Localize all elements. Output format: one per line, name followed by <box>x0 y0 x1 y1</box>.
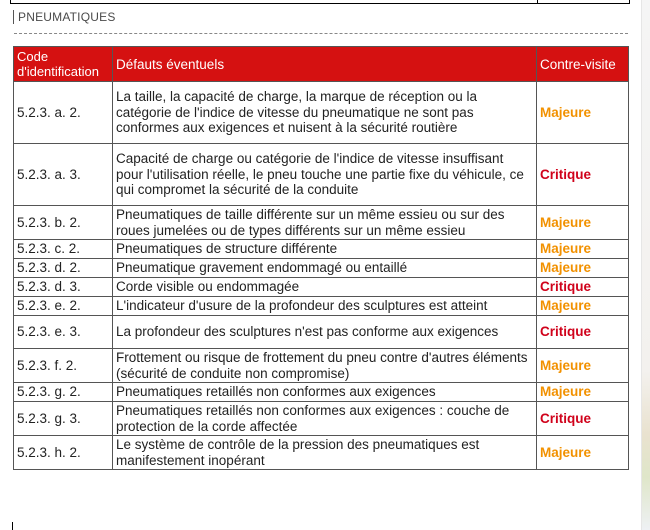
section-title: PNEUMATIQUES <box>13 10 116 24</box>
row-recheck-level: Majeure <box>537 349 629 383</box>
row-code: 5.2.3. d. 2. <box>14 259 113 278</box>
table-row <box>14 144 629 206</box>
row-defect: Pneumatiques de structure différente <box>113 240 537 259</box>
table-row <box>14 297 629 316</box>
header-code: Code d'identification <box>14 47 113 82</box>
defects-table <box>13 46 629 470</box>
row-defect: Frottement ou risque de frottement du pneu contre d'autres éléments (sécurité de conduite non compromise) <box>113 349 537 383</box>
row-code: 5.2.3. a. 2. <box>14 82 113 144</box>
row-code: 5.2.3. g. 2. <box>14 383 113 402</box>
row-defect: La taille, la capacité de charge, la marque de réception ou la catégorie de l'indice de vitesse du pneumatique ne sont pas conformes aux exigences et nuisent à la sécurité routière <box>113 82 537 144</box>
row-code: 5.2.3. f. 2. <box>14 349 113 383</box>
table-row <box>14 402 629 436</box>
row-recheck-level: Majeure <box>537 259 629 278</box>
row-defect: Pneumatique gravement endommagé ou entaillé <box>113 259 537 278</box>
row-code: 5.2.3. a. 3. <box>14 144 113 206</box>
row-code: 5.2.3. b. 2. <box>14 206 113 240</box>
table-row <box>14 436 629 470</box>
table-row <box>14 82 629 144</box>
table-row <box>14 383 629 402</box>
row-recheck-level: Critique <box>537 278 629 297</box>
header-recheck: Contre-visite <box>537 47 629 82</box>
table-row <box>14 278 629 297</box>
row-code: 5.2.3. h. 2. <box>14 436 113 470</box>
row-defect: Pneumatiques retaillés non conformes aux exigences : couche de protection de la corde affectée <box>113 402 537 436</box>
table-row <box>14 206 629 240</box>
row-defect: Le système de contrôle de la pression des pneumatiques est manifestement inopérant <box>113 436 537 470</box>
row-recheck-level: Critique <box>537 144 629 206</box>
header-defects: Défauts éventuels <box>113 47 537 82</box>
row-code: 5.2.3. d. 3. <box>14 278 113 297</box>
row-defect: Pneumatiques retaillés non conformes aux exigences <box>113 383 537 402</box>
row-defect: Corde visible ou endommagée <box>113 278 537 297</box>
row-defect: Pneumatiques de taille différente sur un même essieu ou sur des roues jumelées ou de types différents sur un même essieu <box>113 206 537 240</box>
row-recheck-level: Majeure <box>537 240 629 259</box>
table-row <box>14 349 629 383</box>
row-defect: Capacité de charge ou catégorie de l'indice de vitesse insuffisant pour l'utilisation réelle, le pneu touche une partie fixe du véhicule, ce qui compromet la sécurité de la conduite <box>113 144 537 206</box>
previous-table-column-divider <box>537 0 538 4</box>
table-header-row <box>14 47 629 82</box>
row-recheck-level: Majeure <box>537 82 629 144</box>
row-recheck-level: Majeure <box>537 297 629 316</box>
table-row <box>14 240 629 259</box>
section-divider <box>14 33 628 34</box>
row-code: 5.2.3. g. 3. <box>14 402 113 436</box>
row-code: 5.2.3. e. 2. <box>14 297 113 316</box>
row-defect: L'indicateur d'usure de la profondeur des sculptures est atteint <box>113 297 537 316</box>
next-block-marker <box>12 522 13 530</box>
table-row <box>14 316 629 349</box>
row-code: 5.2.3. c. 2. <box>14 240 113 259</box>
row-recheck-level: Majeure <box>537 206 629 240</box>
row-recheck-level: Critique <box>537 402 629 436</box>
page-edge-strip <box>642 0 650 530</box>
row-code: 5.2.3. e. 3. <box>14 316 113 349</box>
row-recheck-level: Majeure <box>537 383 629 402</box>
row-recheck-level: Critique <box>537 316 629 349</box>
row-defect: La profondeur des sculptures n'est pas conforme aux exigences <box>113 316 537 349</box>
row-recheck-level: Majeure <box>537 436 629 470</box>
table-row <box>14 259 629 278</box>
